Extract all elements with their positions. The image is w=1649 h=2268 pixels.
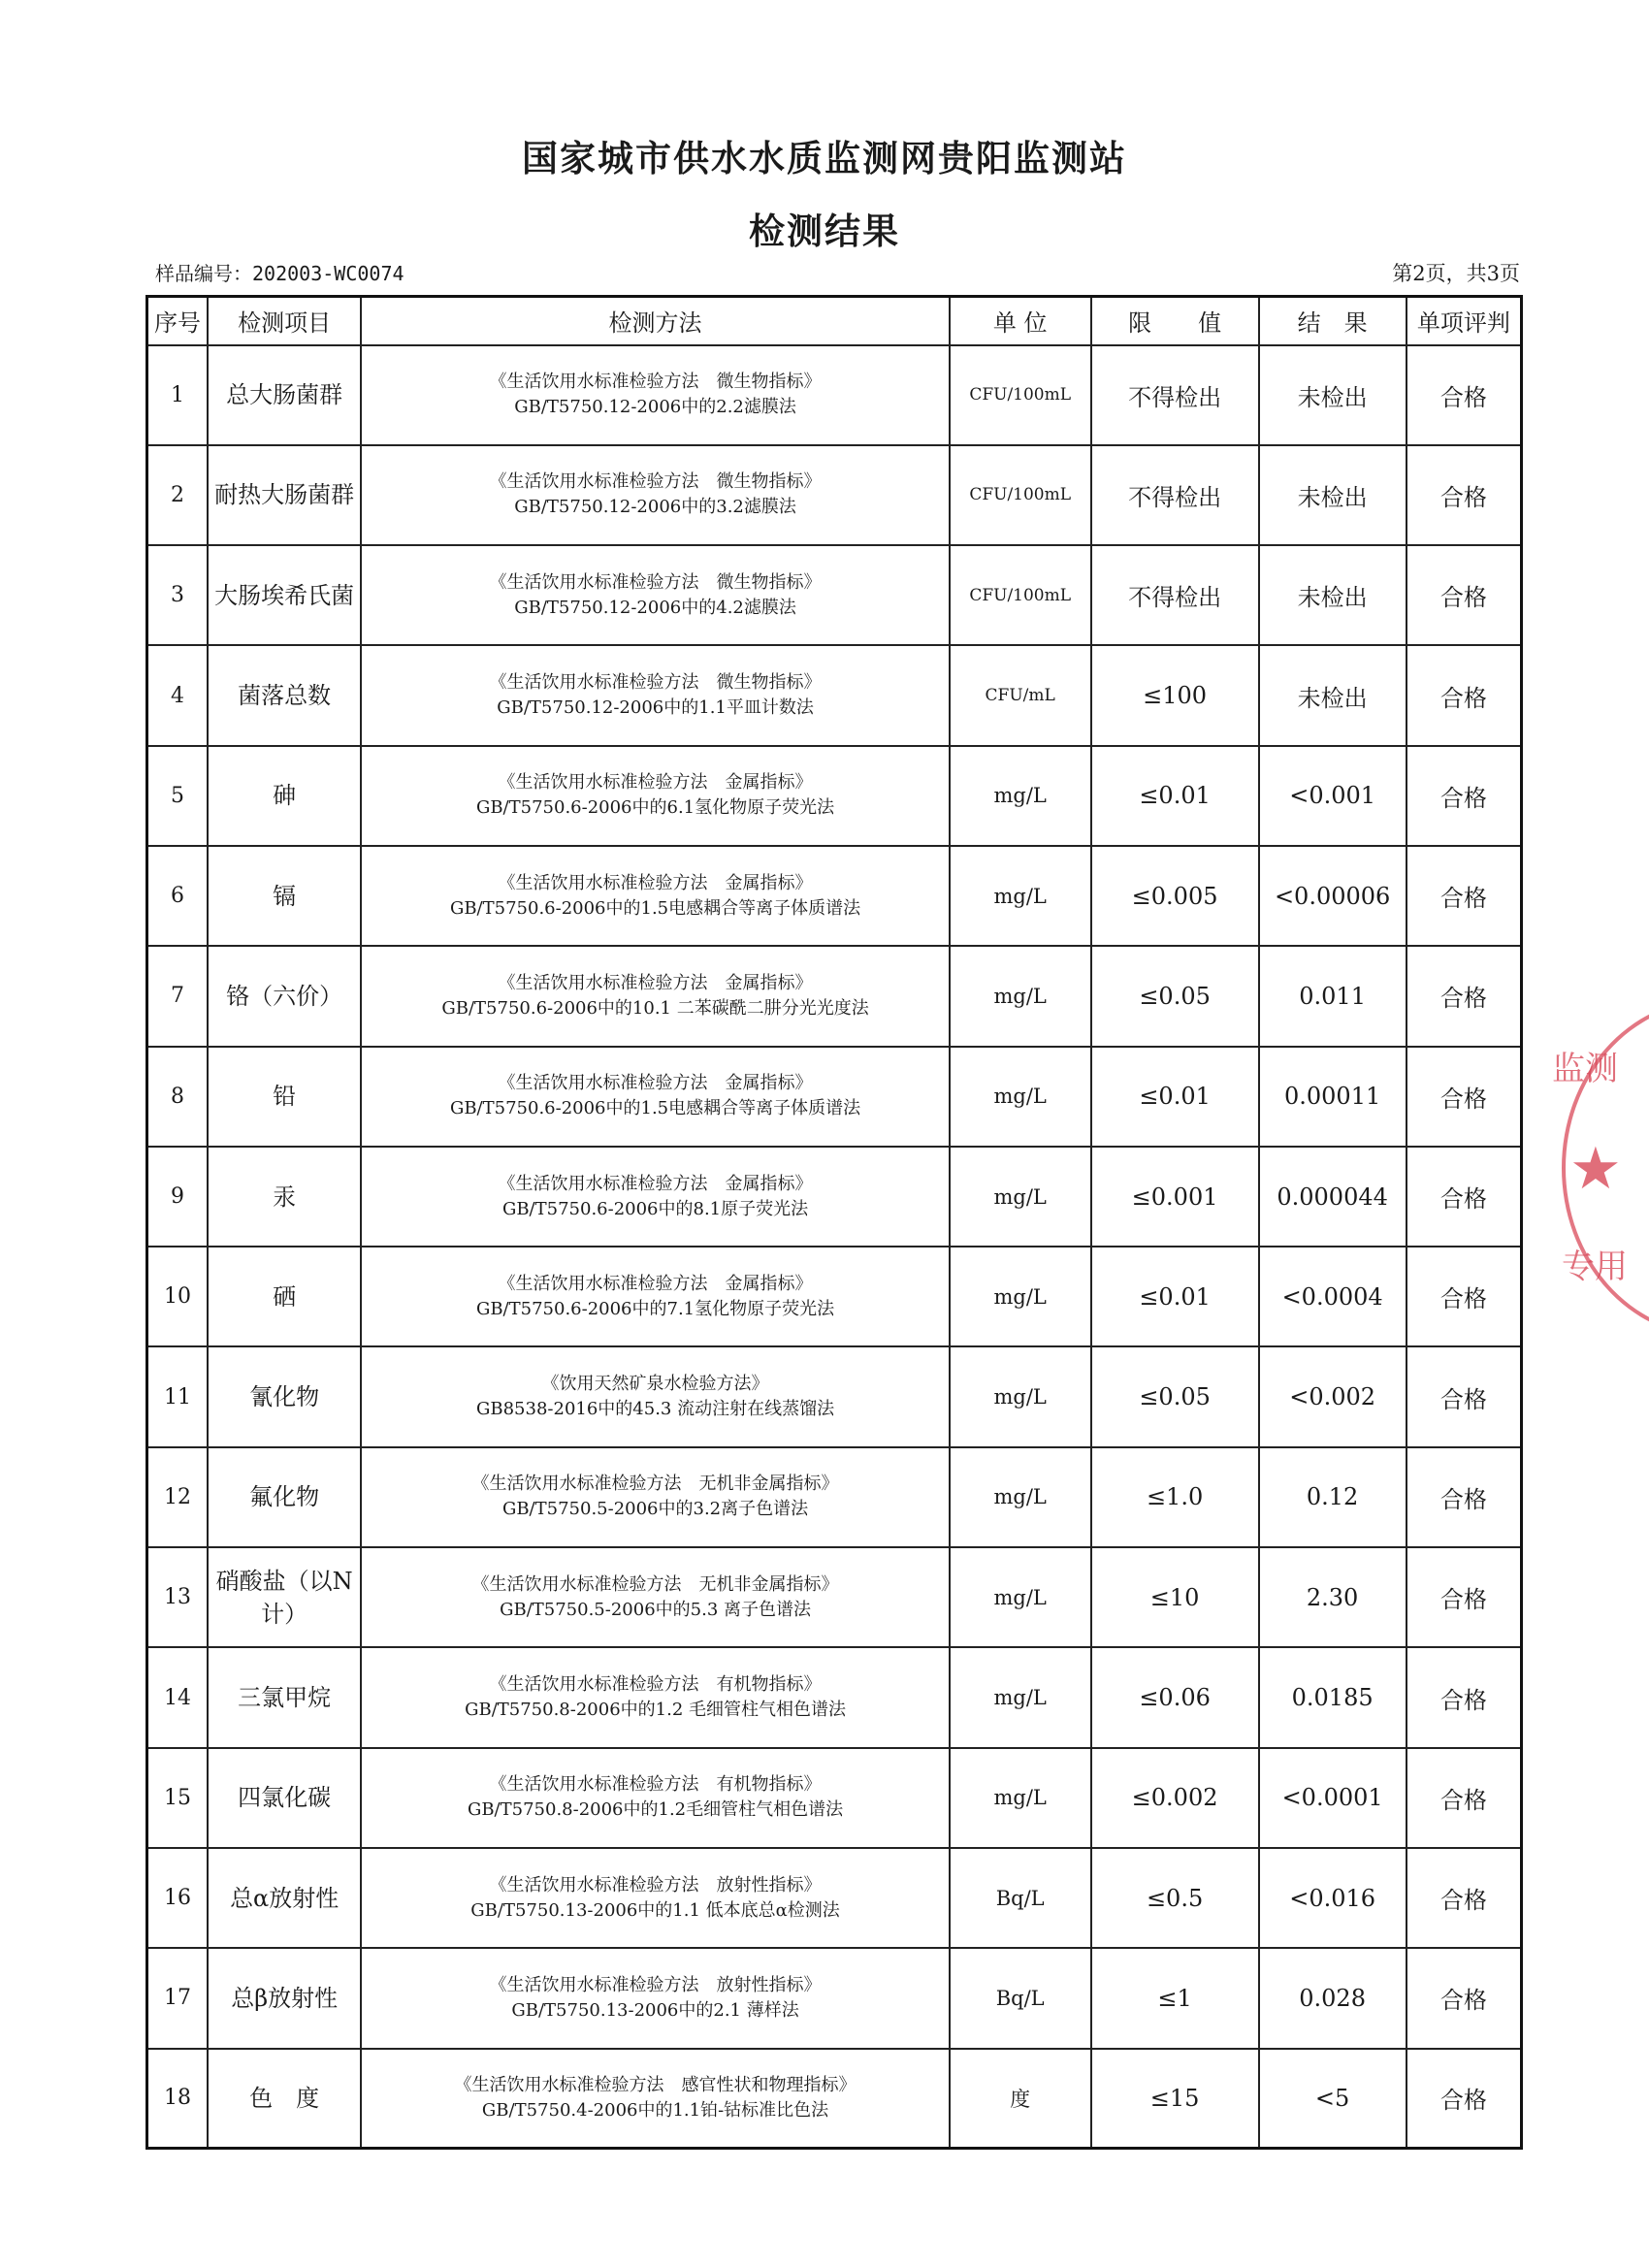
cell-result: <0.0004 bbox=[1259, 1247, 1406, 1346]
method-standard: 《生活饮用水标准检验方法 微生物指标》 bbox=[489, 471, 822, 493]
cell-method bbox=[361, 1247, 949, 1346]
table-row bbox=[147, 1447, 1522, 1547]
cell-number: 12 bbox=[147, 1447, 209, 1547]
cell-number: 17 bbox=[147, 1948, 209, 2048]
col-header-judge: 单项评判 bbox=[1406, 297, 1522, 345]
cell-judgement: 合格 bbox=[1406, 1647, 1522, 1747]
cell-limit: ≤0.05 bbox=[1091, 946, 1259, 1046]
cell-result: <0.001 bbox=[1259, 746, 1406, 846]
cell-judgement: 合格 bbox=[1406, 1447, 1522, 1547]
cell-limit: 不得检出 bbox=[1091, 345, 1259, 445]
results-table bbox=[146, 295, 1523, 2150]
cell-item: 总β放射性 bbox=[208, 1948, 361, 2048]
cell-result: 0.011 bbox=[1259, 946, 1406, 1046]
cell-number: 7 bbox=[147, 946, 209, 1046]
cell-number: 5 bbox=[147, 746, 209, 846]
cell-result: <5 bbox=[1259, 2049, 1406, 2149]
col-header-no: 序号 bbox=[147, 297, 209, 345]
cell-method bbox=[361, 445, 949, 545]
cell-result: 未检出 bbox=[1259, 345, 1406, 445]
cell-judgement: 合格 bbox=[1406, 345, 1522, 445]
cell-item: 汞 bbox=[208, 1147, 361, 1247]
method-standard: 《生活饮用水标准检验方法 金属指标》 bbox=[498, 872, 813, 893]
cell-limit: ≤0.01 bbox=[1091, 1247, 1259, 1346]
cell-result: 未检出 bbox=[1259, 645, 1406, 745]
cell-judgement: 合格 bbox=[1406, 445, 1522, 545]
sample-number bbox=[155, 258, 404, 286]
cell-number: 15 bbox=[147, 1748, 209, 1848]
cell-result: 0.000044 bbox=[1259, 1147, 1406, 1247]
cell-item: 菌落总数 bbox=[208, 645, 361, 745]
method-clause: GB/T5750.4-2006中的1.1铂-钴标准比色法 bbox=[481, 2099, 829, 2121]
cell-limit: ≤0.06 bbox=[1091, 1647, 1259, 1747]
method-clause: GB/T5750.6-2006中的6.1氢化物原子荧光法 bbox=[475, 797, 835, 819]
cell-unit: mg/L bbox=[950, 1547, 1091, 1647]
cell-method bbox=[361, 1447, 949, 1547]
cell-item: 色 度 bbox=[208, 2049, 361, 2149]
cell-unit: mg/L bbox=[950, 1647, 1091, 1747]
cell-item: 铅 bbox=[208, 1047, 361, 1147]
col-header-limit: 限 值 bbox=[1091, 297, 1259, 345]
cell-method bbox=[361, 545, 949, 645]
report-subtitle: 检测结果 bbox=[749, 210, 900, 252]
cell-unit: CFU/mL bbox=[950, 645, 1091, 745]
cell-unit: 度 bbox=[950, 2049, 1091, 2149]
cell-judgement: 合格 bbox=[1406, 846, 1522, 946]
cell-method bbox=[361, 1748, 949, 1848]
cell-judgement: 合格 bbox=[1406, 1547, 1522, 1647]
method-standard: 《生活饮用水标准检验方法 金属指标》 bbox=[498, 1073, 813, 1094]
cell-result: 0.00011 bbox=[1259, 1047, 1406, 1147]
method-clause: GB/T5750.12-2006中的2.2滤膜法 bbox=[514, 397, 796, 418]
cell-item: 耐热大肠菌群 bbox=[208, 445, 361, 545]
method-clause: GB/T5750.12-2006中的3.2滤膜法 bbox=[514, 497, 796, 518]
cell-method bbox=[361, 1647, 949, 1747]
cell-method bbox=[361, 1047, 949, 1147]
method-clause: GB/T5750.5-2006中的3.2离子色谱法 bbox=[501, 1499, 809, 1520]
method-clause: GB/T5750.6-2006中的10.1 二苯碳酰二肼分光光度法 bbox=[441, 997, 869, 1019]
method-clause: GB/T5750.12-2006中的4.2滤膜法 bbox=[514, 597, 796, 618]
cell-number: 18 bbox=[147, 2049, 209, 2149]
col-header-item: 检测项目 bbox=[208, 297, 361, 345]
cell-number: 8 bbox=[147, 1047, 209, 1147]
cell-judgement: 合格 bbox=[1406, 2049, 1522, 2149]
table-row bbox=[147, 1547, 1522, 1647]
cell-judgement: 合格 bbox=[1406, 1948, 1522, 2048]
cell-unit: CFU/100mL bbox=[950, 345, 1091, 445]
method-standard: 《饮用天然矿泉水检验方法》 bbox=[541, 1374, 769, 1395]
cell-unit: Bq/L bbox=[950, 1948, 1091, 2048]
cell-limit: ≤15 bbox=[1091, 2049, 1259, 2149]
cell-number: 9 bbox=[147, 1147, 209, 1247]
cell-number: 6 bbox=[147, 846, 209, 946]
cell-result: <0.0001 bbox=[1259, 1748, 1406, 1848]
page-info: 第2页，共3页 bbox=[1392, 262, 1520, 285]
method-standard: 《生活饮用水标准检验方法 感官性状和物理指标》 bbox=[454, 2074, 857, 2095]
table-row bbox=[147, 545, 1522, 645]
cell-method bbox=[361, 645, 949, 745]
method-standard: 《生活饮用水标准检验方法 微生物指标》 bbox=[489, 372, 822, 393]
table-row bbox=[147, 1147, 1522, 1247]
cell-result: 0.0185 bbox=[1259, 1647, 1406, 1747]
cell-judgement: 合格 bbox=[1406, 1748, 1522, 1848]
col-header-unit: 单 位 bbox=[950, 297, 1091, 345]
method-clause: GB/T5750.12-2006中的1.1平皿计数法 bbox=[497, 697, 814, 719]
cell-item: 大肠埃希氏菌 bbox=[208, 545, 361, 645]
cell-judgement: 合格 bbox=[1406, 746, 1522, 846]
table-row bbox=[147, 1047, 1522, 1147]
cell-judgement: 合格 bbox=[1406, 1047, 1522, 1147]
cell-number: 16 bbox=[147, 1848, 209, 1948]
cell-result: <0.00006 bbox=[1259, 846, 1406, 946]
method-clause: GB/T5750.8-2006中的1.2毛细管柱气相色谱法 bbox=[467, 1799, 844, 1821]
cell-unit: mg/L bbox=[950, 1047, 1091, 1147]
cell-number: 3 bbox=[147, 545, 209, 645]
method-standard: 《生活饮用水标准检验方法 无机非金属指标》 bbox=[471, 1474, 839, 1495]
cell-unit: CFU/100mL bbox=[950, 445, 1091, 545]
method-standard: 《生活饮用水标准检验方法 金属指标》 bbox=[498, 1173, 813, 1194]
cell-item: 铬（六价） bbox=[208, 946, 361, 1046]
table-row bbox=[147, 645, 1522, 745]
cell-item: 硒 bbox=[208, 1247, 361, 1346]
cell-number: 4 bbox=[147, 645, 209, 745]
cell-limit: ≤0.5 bbox=[1091, 1848, 1259, 1948]
cell-unit: Bq/L bbox=[950, 1848, 1091, 1948]
cell-number: 1 bbox=[147, 345, 209, 445]
cell-judgement: 合格 bbox=[1406, 1147, 1522, 1247]
cell-unit: mg/L bbox=[950, 1147, 1091, 1247]
official-stamp bbox=[1542, 999, 1649, 1329]
method-standard: 《生活饮用水标准检验方法 微生物指标》 bbox=[489, 672, 822, 694]
method-clause: GB/T5750.8-2006中的1.2 毛细管柱气相色谱法 bbox=[465, 1700, 846, 1720]
cell-method bbox=[361, 1848, 949, 1948]
cell-result: 2.30 bbox=[1259, 1547, 1406, 1647]
cell-limit: ≤1.0 bbox=[1091, 1447, 1259, 1547]
col-header-method: 检测方法 bbox=[361, 297, 949, 345]
cell-method bbox=[361, 1346, 949, 1446]
cell-result: 未检出 bbox=[1259, 445, 1406, 545]
method-clause: GB/T5750.6-2006中的8.1原子荧光法 bbox=[501, 1198, 809, 1219]
cell-item: 砷 bbox=[208, 746, 361, 846]
table-row bbox=[147, 1748, 1522, 1848]
cell-item: 氟化物 bbox=[208, 1447, 361, 1547]
stamp-text-top: 监测 bbox=[1552, 1050, 1618, 1088]
cell-method bbox=[361, 1147, 949, 1247]
method-clause: GB/T5750.13-2006中的2.1 薄样法 bbox=[511, 1999, 799, 2021]
cell-item: 总大肠菌群 bbox=[208, 345, 361, 445]
cell-item: 硝酸盐（以N计） bbox=[208, 1547, 361, 1647]
method-standard: 《生活饮用水标准检验方法 金属指标》 bbox=[498, 1273, 813, 1294]
method-standard: 《生活饮用水标准检验方法 金属指标》 bbox=[498, 972, 813, 993]
cell-method bbox=[361, 1547, 949, 1647]
table-row bbox=[147, 1647, 1522, 1747]
table-row bbox=[147, 2049, 1522, 2149]
cell-judgement: 合格 bbox=[1406, 946, 1522, 1046]
cell-unit: mg/L bbox=[950, 1346, 1091, 1446]
cell-limit: ≤0.01 bbox=[1091, 746, 1259, 846]
cell-limit: 不得检出 bbox=[1091, 545, 1259, 645]
cell-unit: mg/L bbox=[950, 1247, 1091, 1346]
cell-limit: ≤1 bbox=[1091, 1948, 1259, 2048]
method-standard: 《生活饮用水标准检验方法 微生物指标》 bbox=[489, 571, 822, 593]
cell-item: 三氯甲烷 bbox=[208, 1647, 361, 1747]
table-row bbox=[147, 1247, 1522, 1346]
cell-result: 0.028 bbox=[1259, 1948, 1406, 2048]
cell-number: 11 bbox=[147, 1346, 209, 1446]
method-clause: GB8538-2016中的45.3 流动注射在线蒸馏法 bbox=[476, 1399, 835, 1420]
cell-number: 10 bbox=[147, 1247, 209, 1346]
sample-number-label: 样品编号： bbox=[155, 262, 252, 285]
sample-number-value: 202003-WC0074 bbox=[252, 262, 404, 285]
cell-item: 总α放射性 bbox=[208, 1848, 361, 1948]
cell-judgement: 合格 bbox=[1406, 1848, 1522, 1948]
method-standard: 《生活饮用水标准检验方法 有机物指标》 bbox=[489, 1674, 822, 1695]
cell-unit: mg/L bbox=[950, 946, 1091, 1046]
table-row bbox=[147, 445, 1522, 545]
report-title: 国家城市供水水质监测网贵阳监测站 bbox=[522, 137, 1127, 179]
cell-limit: ≤10 bbox=[1091, 1547, 1259, 1647]
cell-number: 13 bbox=[147, 1547, 209, 1647]
cell-limit: ≤0.002 bbox=[1091, 1748, 1259, 1848]
cell-method bbox=[361, 846, 949, 946]
cell-method bbox=[361, 1948, 949, 2048]
table-header-row bbox=[147, 297, 1522, 345]
table-row bbox=[147, 946, 1522, 1046]
cell-limit: ≤0.001 bbox=[1091, 1147, 1259, 1247]
stamp-text-bottom: 专用 bbox=[1562, 1247, 1628, 1286]
method-clause: GB/T5750.5-2006中的5.3 离子色谱法 bbox=[500, 1599, 811, 1620]
table-row bbox=[147, 1848, 1522, 1948]
cell-result: 0.12 bbox=[1259, 1447, 1406, 1547]
cell-limit: ≤0.01 bbox=[1091, 1047, 1259, 1147]
method-standard: 《生活饮用水标准检验方法 放射性指标》 bbox=[489, 1974, 822, 1995]
cell-number: 2 bbox=[147, 445, 209, 545]
cell-limit: ≤0.005 bbox=[1091, 846, 1259, 946]
cell-result: <0.016 bbox=[1259, 1848, 1406, 1948]
method-clause: GB/T5750.6-2006中的1.5电感耦合等离子体质谱法 bbox=[449, 1098, 861, 1119]
method-clause: GB/T5750.13-2006中的1.1 低本底总α检测法 bbox=[470, 1899, 840, 1921]
method-clause: GB/T5750.6-2006中的7.1氢化物原子荧光法 bbox=[475, 1298, 835, 1319]
col-header-result: 结 果 bbox=[1259, 297, 1406, 345]
cell-judgement: 合格 bbox=[1406, 545, 1522, 645]
table-row bbox=[147, 345, 1522, 445]
table-row bbox=[147, 1346, 1522, 1446]
cell-limit: ≤100 bbox=[1091, 645, 1259, 745]
cell-method bbox=[361, 746, 949, 846]
cell-judgement: 合格 bbox=[1406, 645, 1522, 745]
cell-number: 14 bbox=[147, 1647, 209, 1747]
cell-method bbox=[361, 2049, 949, 2149]
cell-limit: ≤0.05 bbox=[1091, 1346, 1259, 1446]
cell-judgement: 合格 bbox=[1406, 1346, 1522, 1446]
cell-limit: 不得检出 bbox=[1091, 445, 1259, 545]
cell-item: 四氯化碳 bbox=[208, 1748, 361, 1848]
stamp-star-icon: ★ bbox=[1569, 1135, 1622, 1203]
cell-unit: mg/L bbox=[950, 846, 1091, 946]
cell-item: 镉 bbox=[208, 846, 361, 946]
cell-judgement: 合格 bbox=[1406, 1247, 1522, 1346]
table-row bbox=[147, 1948, 1522, 2048]
cell-method bbox=[361, 345, 949, 445]
table-row bbox=[147, 746, 1522, 846]
cell-result: 未检出 bbox=[1259, 545, 1406, 645]
cell-unit: mg/L bbox=[950, 1447, 1091, 1547]
cell-unit: CFU/100mL bbox=[950, 545, 1091, 645]
cell-method bbox=[361, 946, 949, 1046]
table-row bbox=[147, 846, 1522, 946]
cell-item: 氰化物 bbox=[208, 1346, 361, 1446]
cell-unit: mg/L bbox=[950, 746, 1091, 846]
method-clause: GB/T5750.6-2006中的1.5电感耦合等离子体质谱法 bbox=[449, 897, 861, 919]
method-standard: 《生活饮用水标准检验方法 放射性指标》 bbox=[489, 1874, 822, 1895]
cell-unit: mg/L bbox=[950, 1748, 1091, 1848]
method-standard: 《生活饮用水标准检验方法 金属指标》 bbox=[498, 772, 813, 794]
method-standard: 《生活饮用水标准检验方法 无机非金属指标》 bbox=[471, 1573, 839, 1595]
cell-result: <0.002 bbox=[1259, 1346, 1406, 1446]
method-standard: 《生活饮用水标准检验方法 有机物指标》 bbox=[489, 1774, 822, 1796]
